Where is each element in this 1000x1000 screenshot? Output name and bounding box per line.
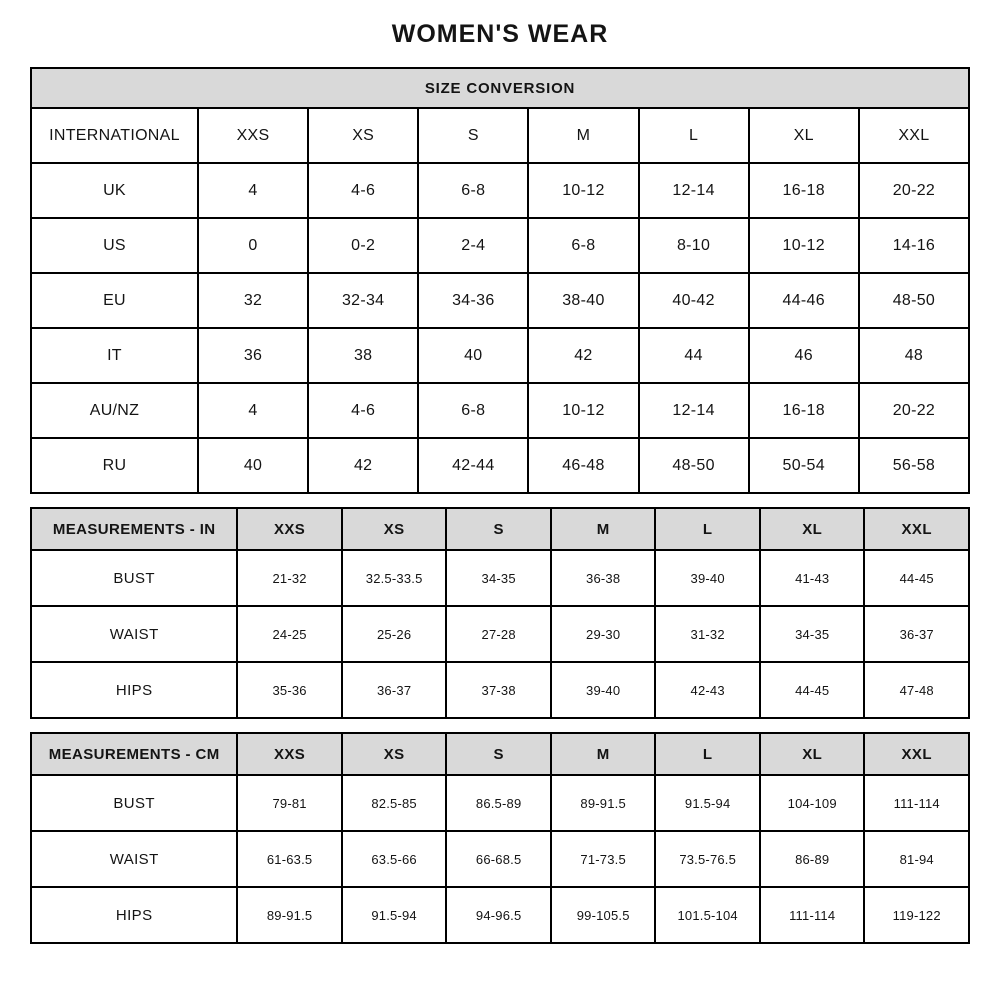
row-label: BUST xyxy=(31,550,237,606)
table-row xyxy=(31,831,969,887)
measurement-value-cell: 39-40 xyxy=(655,550,760,606)
measurements-header: MEASUREMENTS - CM xyxy=(31,733,237,775)
size-value-cell: 46 xyxy=(749,328,859,383)
measurement-value-cell: 41-43 xyxy=(760,550,865,606)
column-header-row xyxy=(31,508,969,550)
measurement-value-cell: 91.5-94 xyxy=(342,887,447,943)
table-row xyxy=(31,328,969,383)
size-value-cell: 40 xyxy=(418,328,528,383)
column-header: XL xyxy=(760,733,865,775)
measurement-value-cell: 79-81 xyxy=(237,775,342,831)
table-row xyxy=(31,218,969,273)
table-row xyxy=(31,887,969,943)
measurement-value-cell: 119-122 xyxy=(864,887,969,943)
size-value-cell: 4 xyxy=(198,383,308,438)
measurement-value-cell: 25-26 xyxy=(342,606,447,662)
size-value-cell: 6-8 xyxy=(418,163,528,218)
measurement-value-cell: 32.5-33.5 xyxy=(342,550,447,606)
measurements-cm-table xyxy=(30,732,970,944)
column-header: L xyxy=(639,108,749,163)
size-value-cell: 46-48 xyxy=(528,438,638,493)
column-header: XXS xyxy=(237,508,342,550)
measurements-header: MEASUREMENTS - IN xyxy=(31,508,237,550)
size-value-cell: 50-54 xyxy=(749,438,859,493)
measurement-value-cell: 44-45 xyxy=(864,550,969,606)
size-conversion-banner: SIZE CONVERSION xyxy=(31,68,969,108)
size-value-cell: 42 xyxy=(528,328,638,383)
size-value-cell: 0 xyxy=(198,218,308,273)
size-value-cell: 32-34 xyxy=(308,273,418,328)
column-header: M xyxy=(551,733,656,775)
measurement-value-cell: 36-37 xyxy=(864,606,969,662)
measurement-value-cell: 27-28 xyxy=(446,606,551,662)
size-value-cell: 14-16 xyxy=(859,218,969,273)
row-label: BUST xyxy=(31,775,237,831)
measurement-value-cell: 47-48 xyxy=(864,662,969,718)
measurement-value-cell: 73.5-76.5 xyxy=(655,831,760,887)
measurements-in-table xyxy=(30,507,970,719)
column-header: XXL xyxy=(859,108,969,163)
table-row xyxy=(31,383,969,438)
size-value-cell: 48 xyxy=(859,328,969,383)
size-value-cell: 56-58 xyxy=(859,438,969,493)
row-label: WAIST xyxy=(31,831,237,887)
measurement-value-cell: 34-35 xyxy=(446,550,551,606)
measurement-value-cell: 31-32 xyxy=(655,606,760,662)
size-value-cell: 10-12 xyxy=(749,218,859,273)
page-title: WOMEN'S WEAR xyxy=(391,20,609,48)
measurement-value-cell: 111-114 xyxy=(864,775,969,831)
measurement-value-cell: 82.5-85 xyxy=(342,775,447,831)
row-label: RU xyxy=(31,438,198,493)
measurements-in-body xyxy=(31,508,969,718)
row-label: WAIST xyxy=(31,606,237,662)
size-conversion-table xyxy=(30,67,970,494)
size-value-cell: 8-10 xyxy=(639,218,749,273)
size-value-cell: 10-12 xyxy=(528,163,638,218)
size-value-cell: 48-50 xyxy=(859,273,969,328)
size-value-cell: 44-46 xyxy=(749,273,859,328)
size-value-cell: 36 xyxy=(198,328,308,383)
size-value-cell: 6-8 xyxy=(528,218,638,273)
measurement-value-cell: 34-35 xyxy=(760,606,865,662)
measurement-value-cell: 91.5-94 xyxy=(655,775,760,831)
size-value-cell: 34-36 xyxy=(418,273,528,328)
size-value-cell: 20-22 xyxy=(859,383,969,438)
column-header: INTERNATIONAL xyxy=(31,108,198,163)
measurement-value-cell: 21-32 xyxy=(237,550,342,606)
row-label: UK xyxy=(31,163,198,218)
column-header-row xyxy=(31,108,969,163)
measurement-value-cell: 36-37 xyxy=(342,662,447,718)
column-header: XXS xyxy=(237,733,342,775)
size-value-cell: 2-4 xyxy=(418,218,528,273)
size-value-cell: 4-6 xyxy=(308,383,418,438)
column-header: XS xyxy=(342,508,447,550)
measurement-value-cell: 71-73.5 xyxy=(551,831,656,887)
measurement-value-cell: 86.5-89 xyxy=(446,775,551,831)
measurement-value-cell: 89-91.5 xyxy=(237,887,342,943)
measurement-value-cell: 104-109 xyxy=(760,775,865,831)
column-header: XXS xyxy=(198,108,308,163)
column-header: M xyxy=(551,508,656,550)
size-value-cell: 32 xyxy=(198,273,308,328)
row-label: AU/NZ xyxy=(31,383,198,438)
banner-row xyxy=(31,68,969,108)
row-label: IT xyxy=(31,328,198,383)
size-conversion-body xyxy=(31,68,969,493)
measurement-value-cell: 44-45 xyxy=(760,662,865,718)
column-header: XXL xyxy=(864,733,969,775)
measurement-value-cell: 24-25 xyxy=(237,606,342,662)
size-value-cell: 48-50 xyxy=(639,438,749,493)
size-value-cell: 4-6 xyxy=(308,163,418,218)
column-header-row xyxy=(31,733,969,775)
row-label: US xyxy=(31,218,198,273)
row-label: HIPS xyxy=(31,887,237,943)
size-value-cell: 10-12 xyxy=(528,383,638,438)
size-value-cell: 6-8 xyxy=(418,383,528,438)
column-header: L xyxy=(655,733,760,775)
measurement-value-cell: 81-94 xyxy=(864,831,969,887)
measurement-value-cell: 35-36 xyxy=(237,662,342,718)
measurement-value-cell: 111-114 xyxy=(760,887,865,943)
table-row xyxy=(31,438,969,493)
size-value-cell: 40-42 xyxy=(639,273,749,328)
size-value-cell: 0-2 xyxy=(308,218,418,273)
size-value-cell: 16-18 xyxy=(749,163,859,218)
column-header: M xyxy=(528,108,638,163)
measurements-cm-body xyxy=(31,733,969,943)
measurement-value-cell: 37-38 xyxy=(446,662,551,718)
measurement-value-cell: 94-96.5 xyxy=(446,887,551,943)
measurement-value-cell: 39-40 xyxy=(551,662,656,718)
size-value-cell: 16-18 xyxy=(749,383,859,438)
measurement-value-cell: 99-105.5 xyxy=(551,887,656,943)
column-header: XL xyxy=(760,508,865,550)
size-value-cell: 12-14 xyxy=(639,163,749,218)
column-header: S xyxy=(418,108,528,163)
measurement-value-cell: 29-30 xyxy=(551,606,656,662)
size-value-cell: 38-40 xyxy=(528,273,638,328)
size-value-cell: 12-14 xyxy=(639,383,749,438)
size-value-cell: 42 xyxy=(308,438,418,493)
measurement-value-cell: 61-63.5 xyxy=(237,831,342,887)
column-header: XXL xyxy=(864,508,969,550)
column-header: S xyxy=(446,733,551,775)
measurement-value-cell: 66-68.5 xyxy=(446,831,551,887)
size-value-cell: 44 xyxy=(639,328,749,383)
measurement-value-cell: 42-43 xyxy=(655,662,760,718)
size-value-cell: 38 xyxy=(308,328,418,383)
table-row xyxy=(31,273,969,328)
table-row xyxy=(31,775,969,831)
column-header: S xyxy=(446,508,551,550)
table-row xyxy=(31,606,969,662)
measurement-value-cell: 86-89 xyxy=(760,831,865,887)
column-header: L xyxy=(655,508,760,550)
column-header: XS xyxy=(342,733,447,775)
measurement-value-cell: 89-91.5 xyxy=(551,775,656,831)
table-row xyxy=(31,550,969,606)
measurement-value-cell: 36-38 xyxy=(551,550,656,606)
size-value-cell: 20-22 xyxy=(859,163,969,218)
size-value-cell: 40 xyxy=(198,438,308,493)
size-value-cell: 4 xyxy=(198,163,308,218)
size-value-cell: 42-44 xyxy=(418,438,528,493)
row-label: HIPS xyxy=(31,662,237,718)
table-row xyxy=(31,163,969,218)
measurement-value-cell: 101.5-104 xyxy=(655,887,760,943)
column-header: XS xyxy=(308,108,418,163)
row-label: EU xyxy=(31,273,198,328)
measurement-value-cell: 63.5-66 xyxy=(342,831,447,887)
table-row xyxy=(31,662,969,718)
column-header: XL xyxy=(749,108,859,163)
